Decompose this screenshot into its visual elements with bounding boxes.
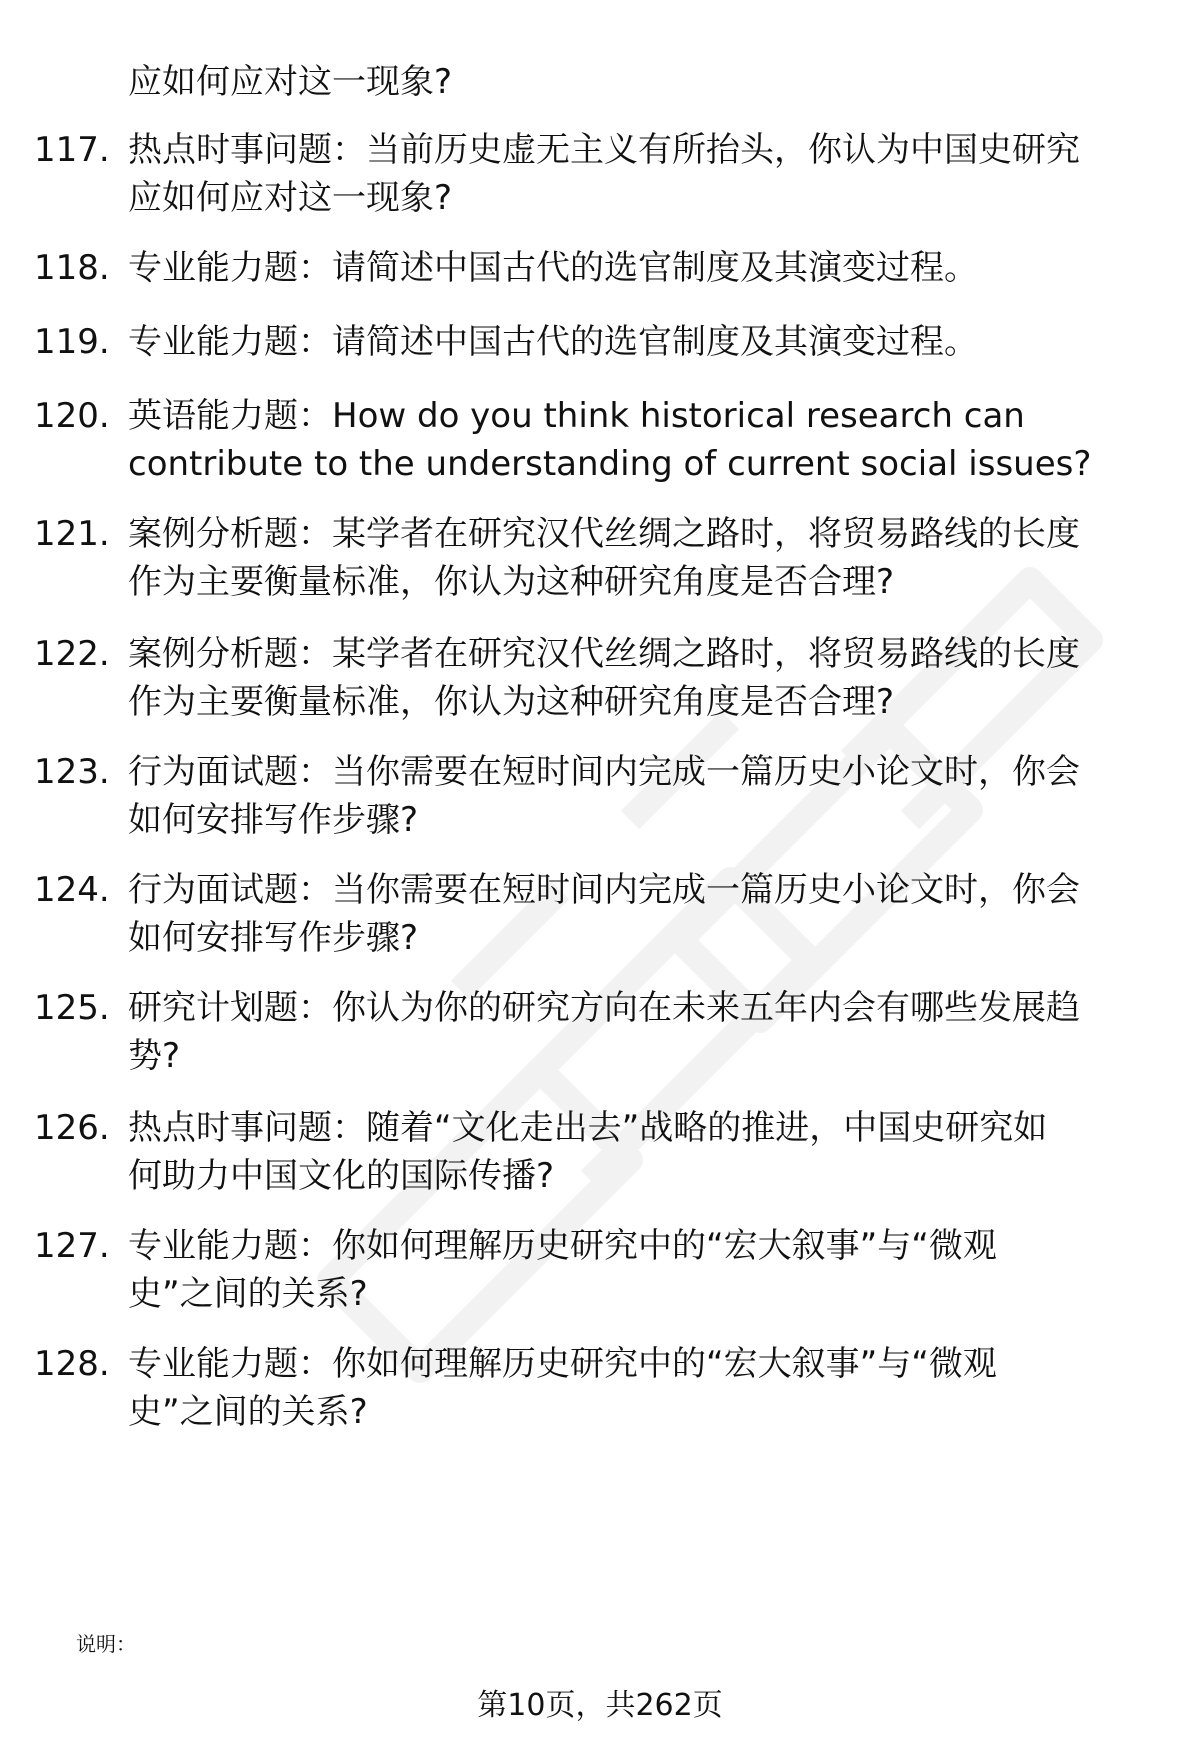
question-number: 125. (34, 988, 110, 1028)
question-number: 128. (34, 1344, 110, 1384)
question-text (128, 244, 1138, 292)
question-line: 案例分析题：某学者在研究汉代丝绸之路时，将贸易路线的长度 (128, 514, 1080, 554)
question-text (128, 318, 1138, 366)
question-line: 何助力中国文化的国际传播? (128, 1156, 555, 1196)
question-line: contribute to the understanding of current social issues? (128, 444, 1092, 484)
question-line: 行为面试题：当你需要在短时间内完成一篇历史小论文时，你会 (128, 870, 1080, 910)
question-number: 123. (34, 752, 110, 792)
question-text (128, 510, 1138, 606)
question-text (128, 1340, 1138, 1436)
question-line: 专业能力题：请简述中国古代的选官制度及其演变过程。 (128, 248, 978, 288)
question-line: 热点时事问题：随着“文化走出去”战略的推进，中国史研究如 (128, 1108, 1048, 1148)
question-line: 史”之间的关系? (128, 1274, 368, 1314)
question-number: 121. (34, 514, 110, 554)
question-line: 如何安排写作步骤? (128, 800, 419, 840)
question-line: 应如何应对这一现象? (128, 178, 453, 218)
question-line: 专业能力题：请简述中国古代的选官制度及其演变过程。 (128, 322, 978, 362)
question-line: 如何安排写作步骤? (128, 918, 419, 958)
question-text (128, 984, 1138, 1080)
question-text (128, 748, 1138, 844)
question-text (128, 1104, 1138, 1200)
question-text (128, 1222, 1138, 1318)
question-number: 126. (34, 1108, 110, 1148)
question-line: 英语能力题：How do you think historical research can (128, 396, 1025, 436)
question-number: 118. (34, 248, 110, 288)
question-line: 势? (128, 1036, 181, 1076)
question-line: 作为主要衡量标准，你认为这种研究角度是否合理? (128, 562, 895, 602)
note-label: 说明： (76, 1632, 136, 1656)
question-line: 史”之间的关系? (128, 1392, 368, 1432)
question-line: 行为面试题：当你需要在短时间内完成一篇历史小论文时，你会 (128, 752, 1080, 792)
question-line: 研究计划题：你认为你的研究方向在未来五年内会有哪些发展趋 (128, 988, 1080, 1028)
question-number: 127. (34, 1226, 110, 1266)
page-number: 第10页，共262页 (477, 1688, 723, 1723)
question-line: 案例分析题：某学者在研究汉代丝绸之路时，将贸易路线的长度 (128, 634, 1080, 674)
question-line: 专业能力题：你如何理解历史研究中的“宏大叙事”与“微观 (128, 1344, 997, 1384)
question-line: 作为主要衡量标准，你认为这种研究角度是否合理? (128, 682, 895, 722)
question-text (128, 392, 1138, 488)
question-text (128, 126, 1138, 222)
question-number: 117. (34, 130, 110, 170)
question-number: 124. (34, 870, 110, 910)
question-number: 120. (34, 396, 110, 436)
question-number: 122. (34, 634, 110, 674)
question-line: 专业能力题：你如何理解历史研究中的“宏大叙事”与“微观 (128, 1226, 997, 1266)
question-text (128, 630, 1138, 726)
continued-question-line: 应如何应对这一现象? (128, 62, 453, 102)
question-number: 119. (34, 322, 110, 362)
question-text (128, 866, 1138, 962)
question-line: 热点时事问题：当前历史虚无主义有所抬头，你认为中国史研究 (128, 130, 1080, 170)
